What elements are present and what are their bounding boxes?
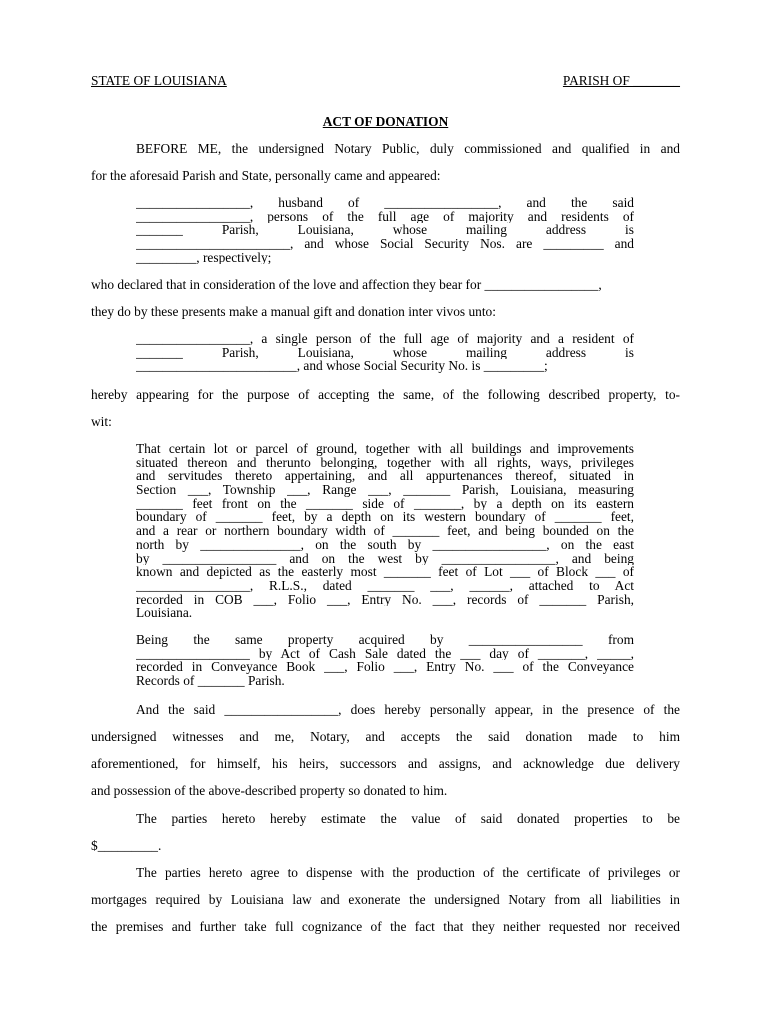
block-line: _________________, R.L.S., dated _______ ___, ______, attached to Act [136, 578, 634, 593]
paragraph-line: the premises and further take full cognizance of the fact that they neither requested nor received [91, 919, 680, 934]
donee-block [136, 332, 634, 373]
document-title: ACT OF DONATION [322, 114, 449, 129]
paragraph-line: mortgages required by Louisiana law and exonerate the undersigned Notary from all liabilities in [91, 892, 680, 907]
block-line: _______ Parish, Louisiana, whose mailing address is [136, 223, 634, 238]
paragraph-line: hereby appearing for the purpose of accepting the same, of the following described property, to- [91, 387, 680, 402]
document-header [91, 73, 680, 91]
block-line: _______ Parish, Louisiana, whose mailing address is [136, 345, 634, 360]
paragraph-line: aforementioned, for himself, his heirs, successors and assigns, and acknowledge due delivery [91, 756, 680, 771]
block-line: known and depicted as the easterly most _______ feet of Lot ___ of Block ___ of [136, 565, 634, 579]
block-line: and servitudes thereto appertaining, and all appurtenances thereof, situated in [136, 469, 634, 484]
acquired-block [136, 633, 634, 688]
block-line: boundary of _______ feet, by a depth on its western boundary of _______ feet, [136, 510, 634, 525]
block-line: ________________________, and whose Social Security No. is _________; [136, 359, 548, 374]
block-line: and a rear or northern boundary width of _______ feet, and being bounded on the [136, 524, 634, 538]
paragraph-line: wit: [91, 414, 112, 429]
block-line: _________________, persons of the full age of majority and residents of [136, 209, 634, 224]
paragraph-line: The parties hereto agree to dispense with the production of the certificate of privileges or [136, 865, 680, 880]
state-label: STATE OF LOUISIANA [91, 73, 227, 88]
paragraph-line: and possession of the above-described property so donated to him. [91, 783, 448, 798]
block-line: Records of _______ Parish. [136, 674, 285, 688]
block-line: That certain lot or parcel of ground, together with all buildings and improvements [136, 442, 634, 456]
property-description [136, 442, 634, 620]
block-line: Louisiana. [136, 606, 193, 620]
block-line: _________________, husband of _________________, and the said [136, 196, 634, 210]
block-line: Section ___, Township ___, Range ___, _______ Parish, Louisiana, measuring [136, 483, 634, 497]
block-line: _______________________, and whose Social Security Nos. are _________ and [136, 237, 634, 251]
block-line: _________________, a single person of the full age of majority and a resident of [136, 332, 634, 346]
block-line: _______ feet front on the _______ side of _______, by a depth on its eastern [136, 496, 634, 511]
block-line: situated thereon and therunto belonging, together with all rights, ways, privileges [136, 455, 634, 470]
paragraph-line: And the said _________________, does hereby personally appear, in the presence of the [136, 702, 680, 717]
paragraph-line: who declared that in consideration of the love and affection they bear for _________________, [91, 277, 602, 292]
block-line: _________, respectively; [136, 250, 272, 265]
paragraph-line: for the aforesaid Parish and State, personally came and appeared: [91, 168, 441, 183]
block-line: recorded in COB ___, Folio ___, Entry No. ___, records of _______ Parish, [136, 592, 634, 607]
block-line: recorded in Conveyance Book ___, Folio ___, Entry No. ___ of the Conveyance [136, 660, 634, 675]
paragraph-line: The parties hereto hereby estimate the value of said donated properties to be [136, 811, 680, 826]
paragraph-line: $_________. [91, 838, 162, 853]
block-line: Being the same property acquired by _________________ from [136, 633, 634, 647]
parish-label: PARISH OF _______ [562, 73, 680, 88]
donors-block [136, 196, 634, 264]
block-line: by _________________ and on the west by _________________, and being [136, 551, 634, 566]
paragraph-line: they do by these presents make a manual gift and donation inter vivos unto: [91, 304, 496, 319]
paragraph-line: BEFORE ME, the undersigned Notary Public, duly commissioned and qualified in and [136, 141, 680, 156]
block-line: north by _______________, on the south by _________________, on the east [136, 537, 634, 552]
block-line: _________________ by Act of Cash Sale dated the ___ day of _______, _____, [136, 646, 634, 661]
paragraph-line: undersigned witnesses and me, Notary, and accepts the said donation made to him [91, 729, 680, 744]
